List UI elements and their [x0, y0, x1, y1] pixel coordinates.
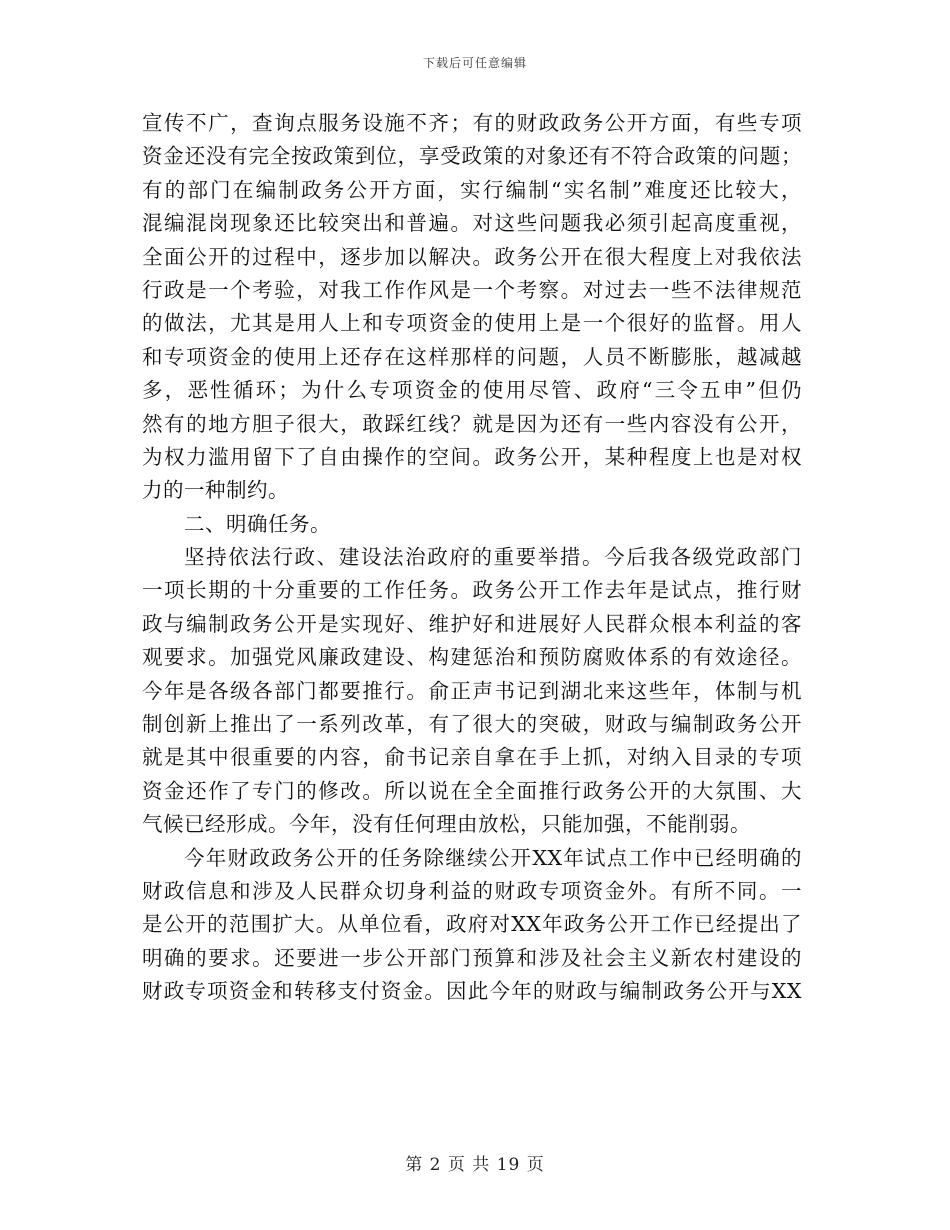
text-line: 多，恶性循环；为什么专项资金的使用尽管、政府“三令五申”但仍 [142, 378, 802, 403]
text-line: 明确的要求。还要进一步公开部门预算和涉及社会主义新农村建设的 [142, 945, 802, 970]
page-header: 下载后可任意编辑 [422, 56, 527, 70]
text-line: 政与编制政务公开是实现好、维护好和进展好人民群众根本利益的客 [142, 611, 802, 636]
text-line: 行政是一个考验，对我工作作风是一个考察。对过去一些不法律规范 [142, 277, 802, 302]
text-line: 坚持依法行政、建设法治政府的重要举措。今后我各级党政部门 [184, 545, 802, 570]
text-line: 制创新上推出了一系列改革，有了很大的突破，财政与编制政务公开 [142, 712, 802, 737]
text-line: 全面公开的过程中，逐步加以解决。政务公开在很大程度上对我依法 [142, 244, 802, 269]
text-line: 二、明确任务。 [184, 511, 331, 536]
text-line: 资金还没有完全按政策到位，享受政策的对象还有不符合政策的问题； [142, 144, 802, 169]
page-number: 第 2 页 共 19 页 [405, 1155, 545, 1175]
text-line: 力的一种制约。 [142, 478, 289, 503]
document-body [142, 107, 802, 1009]
text-line: 的做法，尤其是用人上和专项资金的使用上是一个很好的监督。用人 [142, 311, 802, 336]
text-line: 宣传不广，查询点服务设施不齐；有的财政政务公开方面，有些专项 [142, 111, 802, 135]
text-line: 为权力滥用留下了自由操作的空间。政务公开，某种程度上也是对权 [142, 444, 802, 469]
text-line: 混编混岗现象还比较突出和普遍。对这些问题我必须引起高度重视， [142, 211, 802, 236]
text-line: 气候已经形成。今年，没有任何理由放松，只能加强，不能削弱。 [142, 812, 751, 837]
paragraph [142, 541, 802, 842]
paragraph [142, 842, 802, 1009]
text-line: 今年是各级各部门都要推行。俞正声书记到湖北来这些年，体制与机 [142, 678, 802, 703]
text-line: 财政专项资金和转移支付资金。因此今年的财政与编制政务公开与XX [142, 979, 802, 1004]
text-line: 就是其中很重要的内容，俞书记亲自拿在手上抓，对纳入目录的专项 [142, 745, 802, 770]
text-line: 资金还作了专门的修改。所以说在全全面推行政务公开的大氛围、大 [142, 778, 802, 803]
text-line: 财政信息和涉及人民群众切身利益的财政专项资金外。有所不同。一 [142, 878, 802, 903]
text-line: 然有的地方胆子很大，敢踩红线？就是因为还有一些内容没有公开， [142, 411, 802, 436]
text-line: 一项长期的十分重要的工作任务。政务公开工作去年是试点，推行财 [142, 578, 802, 603]
text-line: 今年财政政务公开的任务除继续公开XX年试点工作中已经明确的 [184, 845, 802, 870]
text-line: 有的部门在编制政务公开方面，实行编制“实名制”难度还比较大， [142, 177, 802, 202]
section-heading [142, 508, 802, 541]
text-line: 观要求。加强党风廉政建设、构建惩治和预防腐败体系的有效途径。 [142, 645, 802, 670]
paragraph [142, 107, 802, 508]
text-line: 和专项资金的使用上还存在这样那样的问题，人员不断膨胀，越减越 [142, 344, 802, 369]
text-line: 是公开的范围扩大。从单位看，政府对XX年政务公开工作已经提出了 [142, 912, 802, 937]
